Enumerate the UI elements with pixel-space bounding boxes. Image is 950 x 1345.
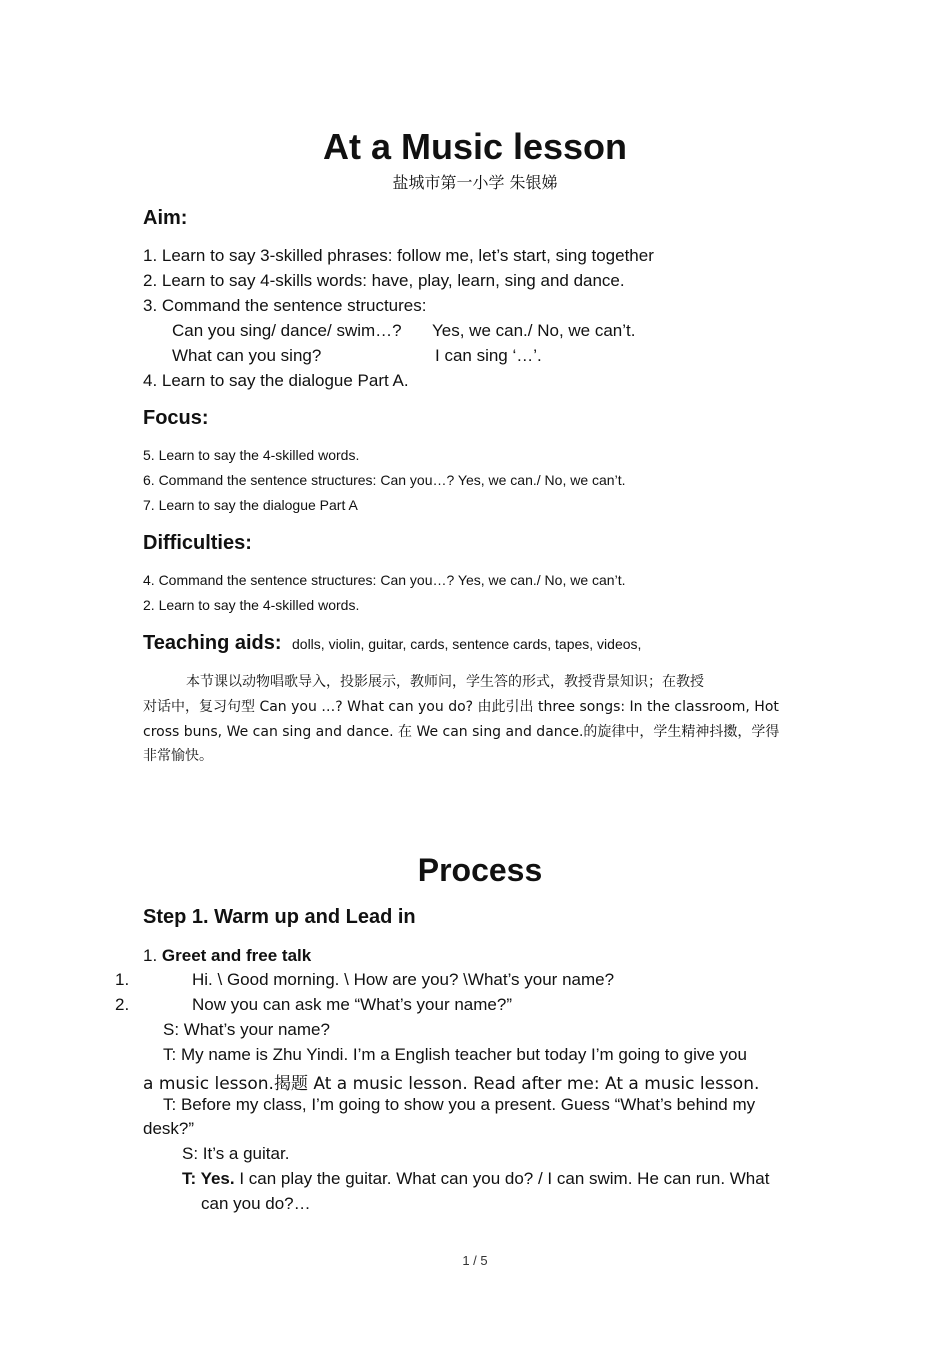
teaching-aids: [143, 632, 641, 655]
intro-line: cross buns, We can sing and dance. 在 We can sing and dance.的旋律中，学生精神抖擞，学得: [143, 724, 780, 740]
focus-item: 7. Learn to say the dialogue Part A: [143, 497, 358, 513]
dialogue-text: I can play the guitar. What can you do? / I can swim. He can run. What: [234, 1169, 770, 1188]
step-heading: Step 1. Warm up and Lead in: [143, 906, 416, 928]
dialogue-line: S: What’s your name?: [163, 1020, 330, 1039]
difficulties-heading: Difficulties:: [143, 532, 252, 554]
subsection-title: Greet and free talk: [161, 946, 312, 965]
page-number: 1 / 5: [462, 1253, 488, 1268]
focus-item: 6. Command the sentence structures: Can you…? Yes, we can./ No, we can’t.: [143, 472, 626, 488]
author-line: 盐城市第一小学 朱银娣: [392, 173, 558, 192]
intro-line: 非常愉快。: [143, 748, 213, 764]
document-title: At a Music lesson: [322, 126, 628, 167]
dialogue-line: T: Before my class, I’m going to show you a present. Guess “What’s behind my: [163, 1095, 756, 1114]
dialogue-line: a music lesson.揭题 At a music lesson. Read after me: At a music lesson.: [143, 1074, 760, 1094]
aim-item: 3. Command the sentence structures:: [143, 296, 427, 315]
list-item: Now you can ask me “What’s your name?”: [192, 995, 512, 1014]
process-heading: Process: [417, 852, 543, 888]
aim-sentence: I can sing ‘…’.: [435, 346, 542, 365]
difficulties-item: 4. Command the sentence structures: Can you…? Yes, we can./ No, we can’t.: [143, 572, 626, 588]
aim-sentence: Can you sing/ dance/ swim…?: [172, 321, 402, 340]
teaching-aids-label: Teaching aids:: [143, 632, 282, 654]
dialogue-line: desk?”: [143, 1119, 195, 1138]
intro-line: 本节课以动物唱歌导入，投影展示，教师问，学生答的形式，教授背景知识；在教授: [186, 674, 704, 690]
list-number: 2.: [115, 995, 130, 1014]
dialogue-line: can you do?…: [201, 1194, 311, 1213]
subsection-number: 1.: [143, 946, 158, 965]
difficulties-item: 2. Learn to say the 4-skilled words.: [143, 597, 360, 613]
focus-item: 5. Learn to say the 4-skilled words.: [143, 447, 360, 463]
aim-sentence: Yes, we can./ No, we can’t.: [432, 321, 636, 340]
aim-item: 2. Learn to say 4-skills words: have, play, learn, sing and dance.: [143, 271, 625, 290]
aim-item: 1. Learn to say 3-skilled phrases: follow me, let’s start, sing together: [143, 246, 654, 265]
list-item: Hi. \ Good morning. \ How are you? \What’s your name?: [192, 970, 615, 989]
aim-sentence: What can you sing?: [172, 346, 322, 365]
aim-item: 4. Learn to say the dialogue Part A.: [143, 371, 409, 390]
focus-heading: Focus:: [143, 407, 209, 429]
list-number: 1.: [115, 970, 130, 989]
teaching-aids-value: dolls, violin, guitar, cards, sentence cards, tapes, videos,: [292, 636, 642, 652]
intro-line: 对话中，复习句型 Can you …? What can you do? 由此引出 three songs: In the classroom, Hot: [143, 699, 779, 715]
aim-heading: Aim:: [143, 207, 188, 229]
dialogue-line: T: My name is Zhu Yindi. I’m a English teacher but today I’m going to give you: [163, 1045, 747, 1064]
speaker-label: T: Yes.: [182, 1169, 235, 1188]
dialogue-line: [182, 1169, 769, 1189]
subsection-heading: [143, 946, 311, 966]
dialogue-line: S: It’s a guitar.: [182, 1144, 290, 1163]
